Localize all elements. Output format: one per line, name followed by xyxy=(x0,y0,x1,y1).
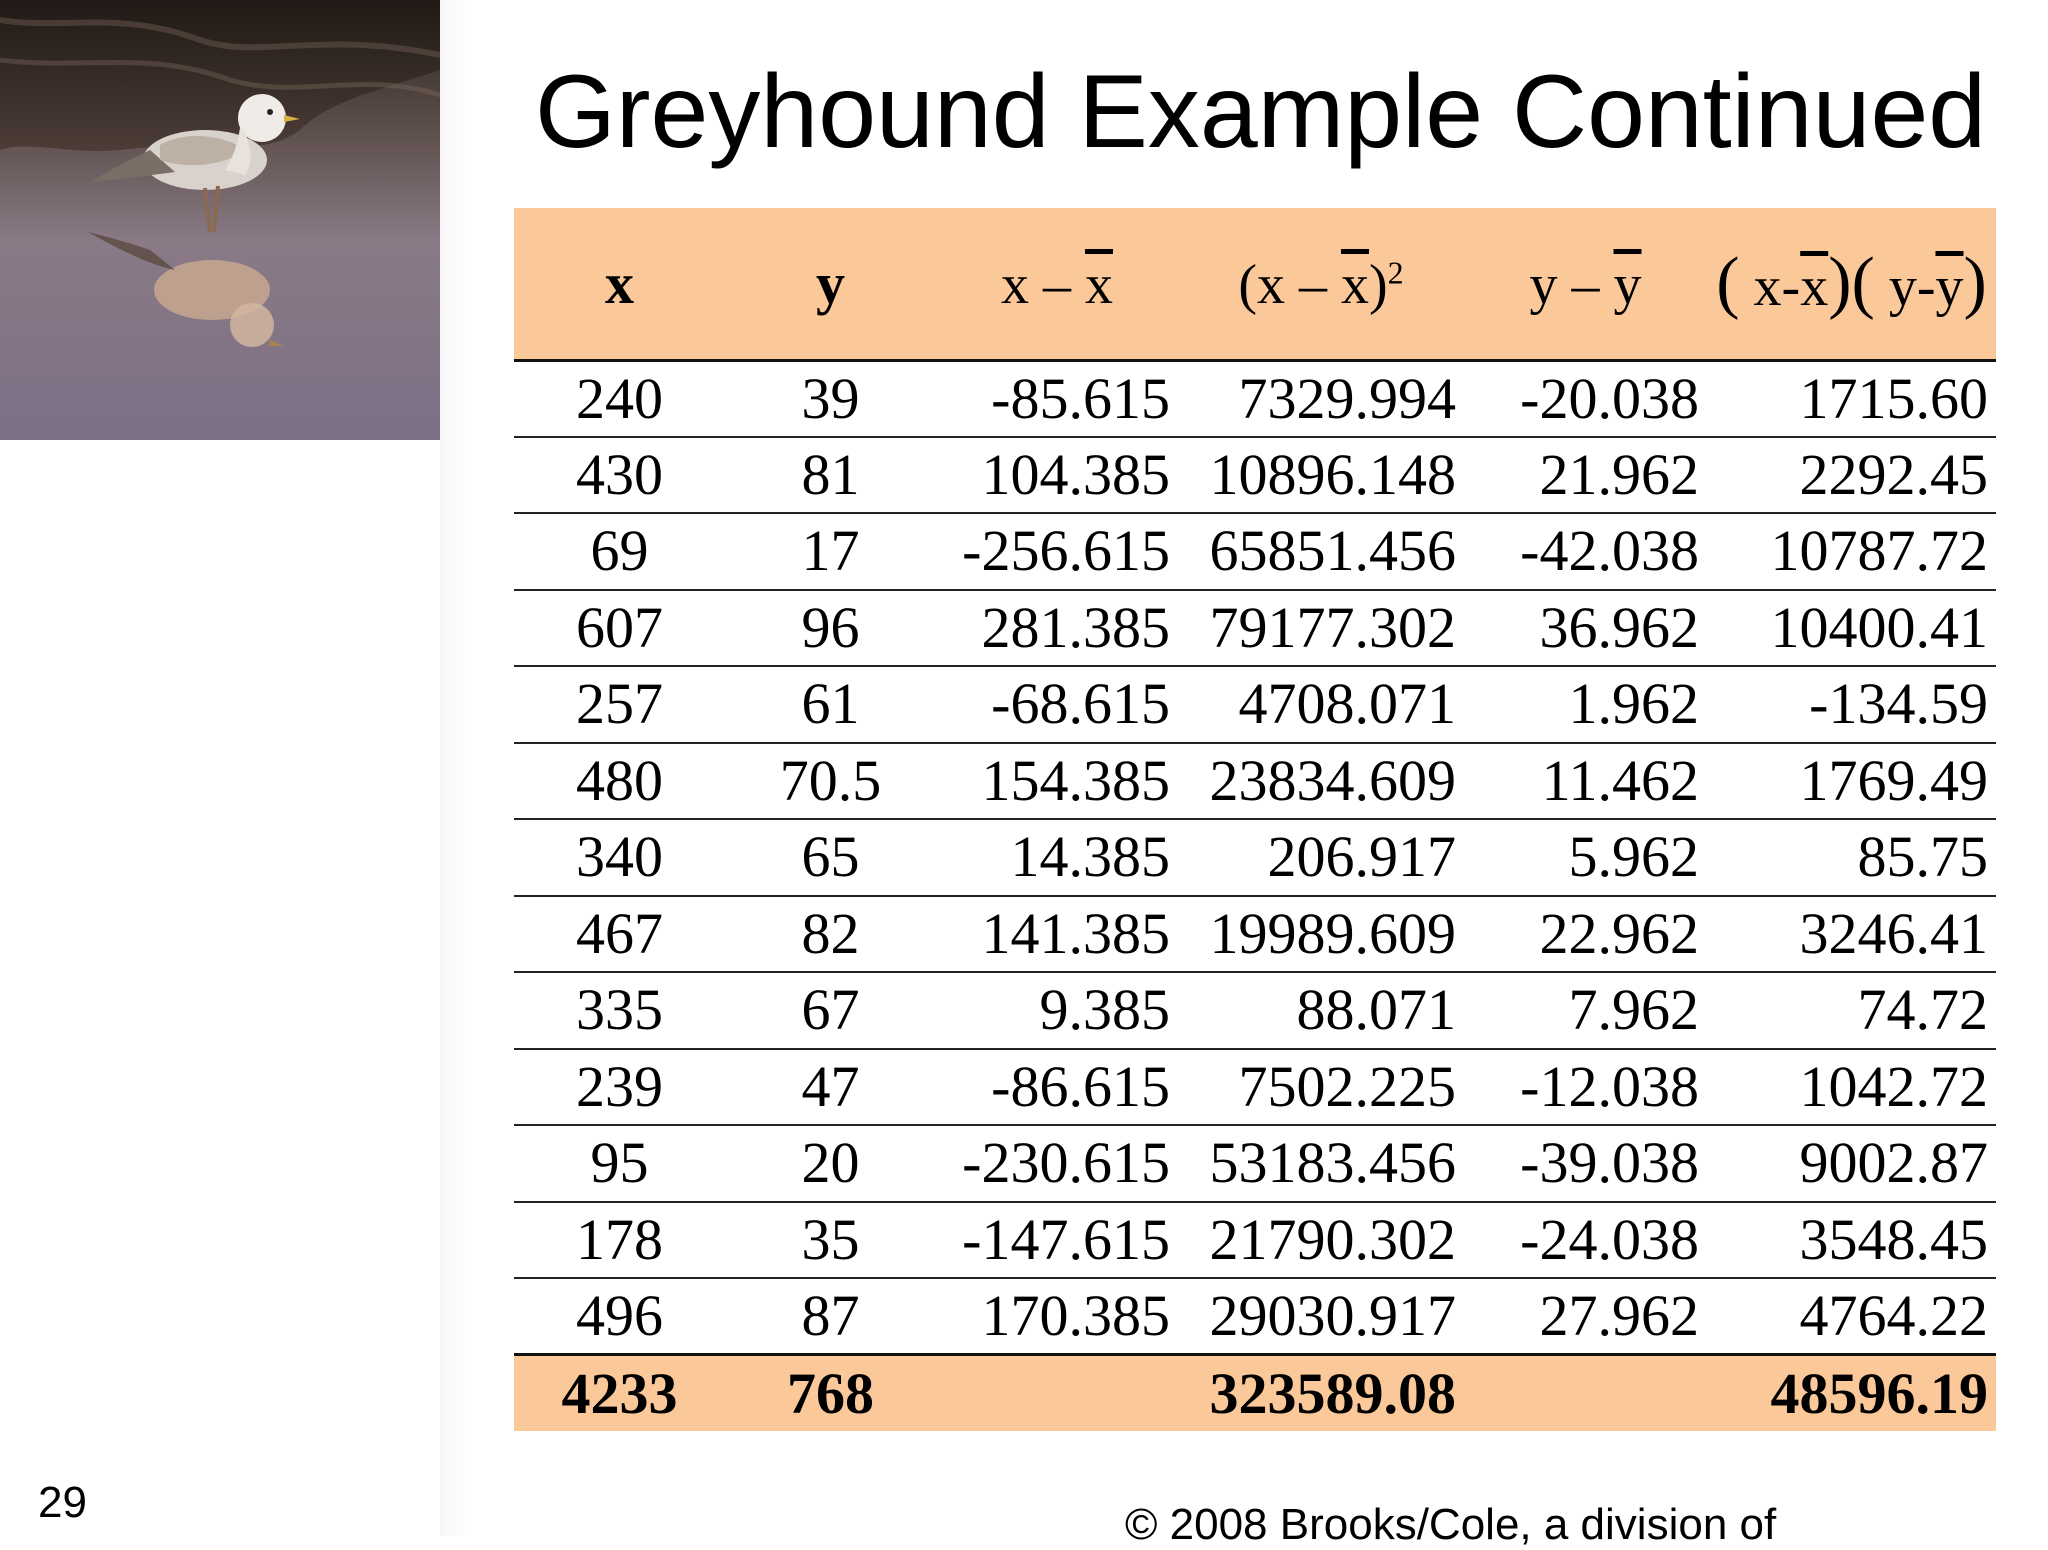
cell-x-dev-sq: 79177.302 xyxy=(1178,590,1464,667)
header-x-minus-xbar-squared: $(x - \overline{x})^2$ xyxy=(1238,253,1404,316)
cell-y-dev: 36.962 xyxy=(1464,590,1707,667)
cell-x-dev-sq: 88.071 xyxy=(1178,972,1464,1049)
table-row xyxy=(514,819,1996,896)
cell-product: 1042.72 xyxy=(1707,1049,1996,1126)
cell-y-dev: 5.962 xyxy=(1464,819,1707,896)
cell-y: 65 xyxy=(725,819,936,896)
cell-y-dev: 22.962 xyxy=(1464,896,1707,973)
cell-y: 35 xyxy=(725,1202,936,1279)
header-x-minus-xbar: x – $\overline{x}$ xyxy=(1001,253,1113,316)
table-row xyxy=(514,360,1996,437)
total-x: 4233 xyxy=(514,1355,725,1432)
cell-x-dev: 154.385 xyxy=(936,743,1178,820)
cell-product: 4764.22 xyxy=(1707,1278,1996,1355)
cell-y: 87 xyxy=(725,1278,936,1355)
cell-y: 81 xyxy=(725,437,936,514)
cell-x: 335 xyxy=(514,972,725,1049)
cell-y-dev: -42.038 xyxy=(1464,513,1707,590)
cell-x-dev: -147.615 xyxy=(936,1202,1178,1279)
cell-x-dev: -230.615 xyxy=(936,1125,1178,1202)
table-row xyxy=(514,896,1996,973)
cell-x-dev-sq: 23834.609 xyxy=(1178,743,1464,820)
cell-x-dev-sq: 7329.994 xyxy=(1178,360,1464,437)
total-x-dev xyxy=(936,1355,1178,1432)
cell-x-dev-sq: 19989.609 xyxy=(1178,896,1464,973)
table-row xyxy=(514,743,1996,820)
cell-y-dev: 7.962 xyxy=(1464,972,1707,1049)
table-row xyxy=(514,437,1996,514)
cell-x-dev: 104.385 xyxy=(936,437,1178,514)
cell-x-dev: -86.615 xyxy=(936,1049,1178,1126)
table-row xyxy=(514,1125,1996,1202)
cell-product: 10400.41 xyxy=(1707,590,1996,667)
cell-product: 3548.45 xyxy=(1707,1202,1996,1279)
cell-y-dev: -20.038 xyxy=(1464,360,1707,437)
cell-x-dev-sq: 29030.917 xyxy=(1178,1278,1464,1355)
cell-product: 9002.87 xyxy=(1707,1125,1996,1202)
slide-number: 29 xyxy=(38,1478,87,1527)
cell-x-dev: -85.615 xyxy=(936,360,1178,437)
cell-x-dev-sq: 7502.225 xyxy=(1178,1049,1464,1126)
cell-y: 20 xyxy=(725,1125,936,1202)
total-y: 768 xyxy=(725,1355,936,1432)
seagull-photo xyxy=(0,0,440,440)
cell-x: 340 xyxy=(514,819,725,896)
cell-x-dev: 141.385 xyxy=(936,896,1178,973)
cell-y: 61 xyxy=(725,666,936,743)
cell-y-dev: -39.038 xyxy=(1464,1125,1707,1202)
cell-y: 82 xyxy=(725,896,936,973)
cell-y: 47 xyxy=(725,1049,936,1126)
cell-x: 257 xyxy=(514,666,725,743)
table-row xyxy=(514,972,1996,1049)
cell-x-dev-sq: 206.917 xyxy=(1178,819,1464,896)
cell-y: 17 xyxy=(725,513,936,590)
cell-x: 95 xyxy=(514,1125,725,1202)
left-margin-shade xyxy=(440,0,470,1536)
table-body xyxy=(514,360,1996,1431)
table-row xyxy=(514,590,1996,667)
cell-x: 467 xyxy=(514,896,725,973)
cell-x: 480 xyxy=(514,743,725,820)
total-x-dev-sq: 323589.08 xyxy=(1178,1355,1464,1432)
cell-product: 3246.41 xyxy=(1707,896,1996,973)
cell-x-dev: 14.385 xyxy=(936,819,1178,896)
cell-product: -134.59 xyxy=(1707,666,1996,743)
cell-x: 240 xyxy=(514,360,725,437)
header-y: y xyxy=(816,250,845,316)
cell-x-dev-sq: 21790.302 xyxy=(1178,1202,1464,1279)
header-product: ( $x-\overline{x}$)( $y-\overline{y}$) xyxy=(1716,244,1987,322)
cell-y: 67 xyxy=(725,972,936,1049)
copyright-notice: © 2008 Brooks/Cole, a division of xyxy=(1125,1500,1777,1549)
cell-x-dev-sq: 10896.148 xyxy=(1178,437,1464,514)
cell-x-dev: 9.385 xyxy=(936,972,1178,1049)
cell-y-dev: -24.038 xyxy=(1464,1202,1707,1279)
cell-product: 2292.45 xyxy=(1707,437,1996,514)
total-product: 48596.19 xyxy=(1707,1355,1996,1432)
table-row xyxy=(514,1278,1996,1355)
table-row xyxy=(514,1202,1996,1279)
seagull-image xyxy=(0,0,440,440)
cell-y-dev: 11.462 xyxy=(1464,743,1707,820)
cell-product: 1769.49 xyxy=(1707,743,1996,820)
greyhound-table xyxy=(514,208,1996,1431)
cell-y: 39 xyxy=(725,360,936,437)
cell-product: 85.75 xyxy=(1707,819,1996,896)
cell-product: 10787.72 xyxy=(1707,513,1996,590)
cell-x-dev: 281.385 xyxy=(936,590,1178,667)
cell-y-dev: 1.962 xyxy=(1464,666,1707,743)
cell-x-dev: 170.385 xyxy=(936,1278,1178,1355)
total-y-dev xyxy=(1464,1355,1707,1432)
cell-x: 430 xyxy=(514,437,725,514)
cell-x: 607 xyxy=(514,590,725,667)
cell-x-dev: -68.615 xyxy=(936,666,1178,743)
cell-x-dev-sq: 53183.456 xyxy=(1178,1125,1464,1202)
cell-x-dev-sq: 4708.071 xyxy=(1178,666,1464,743)
totals-row xyxy=(514,1355,1996,1432)
cell-y: 96 xyxy=(725,590,936,667)
cell-product: 1715.60 xyxy=(1707,360,1996,437)
cell-y: 70.5 xyxy=(725,743,936,820)
cell-x: 496 xyxy=(514,1278,725,1355)
slide-title: Greyhound Example Continued xyxy=(535,54,1987,170)
table-row xyxy=(514,1049,1996,1126)
table-header-row xyxy=(514,208,1996,360)
table-row xyxy=(514,666,1996,743)
header-x: x xyxy=(605,250,634,316)
cell-y-dev: 27.962 xyxy=(1464,1278,1707,1355)
cell-y-dev: -12.038 xyxy=(1464,1049,1707,1126)
cell-x-dev-sq: 65851.456 xyxy=(1178,513,1464,590)
cell-product: 74.72 xyxy=(1707,972,1996,1049)
header-y-minus-ybar: y – $\overline{y}$ xyxy=(1529,253,1642,316)
cell-y-dev: 21.962 xyxy=(1464,437,1707,514)
cell-x: 178 xyxy=(514,1202,725,1279)
data-table-container xyxy=(514,208,1996,1431)
cell-x: 69 xyxy=(514,513,725,590)
cell-x-dev: -256.615 xyxy=(936,513,1178,590)
cell-x: 239 xyxy=(514,1049,725,1126)
table-row xyxy=(514,513,1996,590)
